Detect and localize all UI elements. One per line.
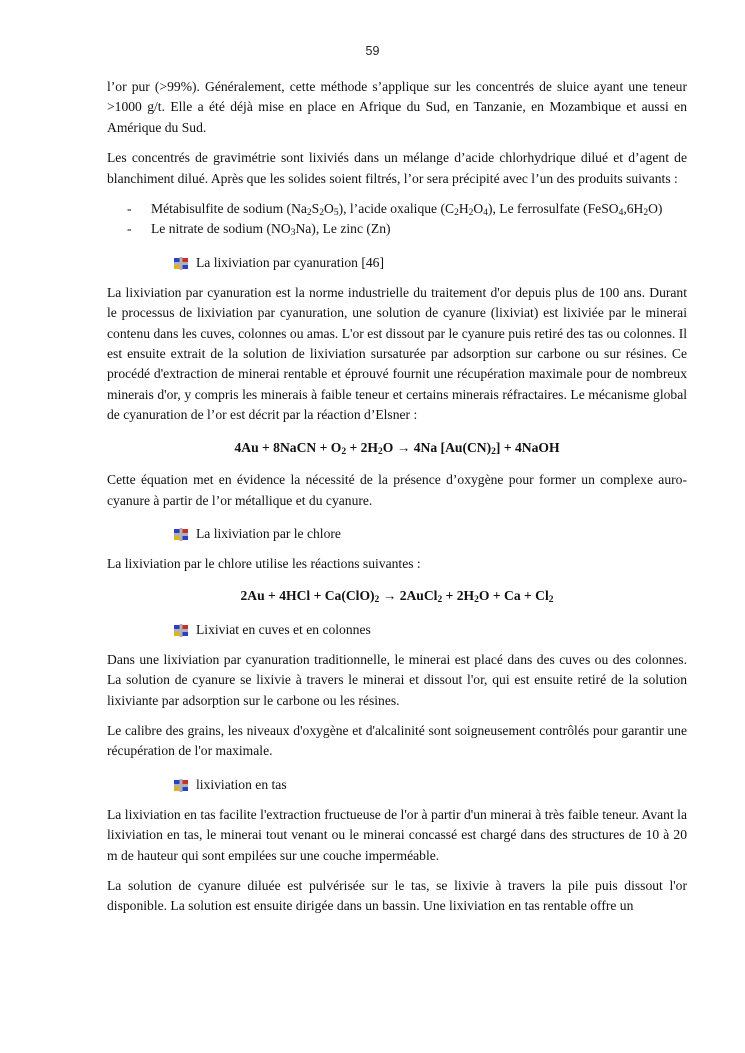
cross-bullet-icon [174,257,188,270]
paragraph-gravimetry: Les concentrés de gravimétrie sont lixiviés dans un mélange d’acide chlorhydrique dilué et d’agent de blanchiment dilué. Après que les solides soient filtrés, l’or sera précipité avec l’un des produits suivants : [107,150,687,186]
heading-label: lixiviation en tas [196,776,287,792]
heading-label: La lixiviation par le chlore [196,525,341,541]
paragraph-sluice: l’or pur (>99%). Généralement, cette méthode s’applique sur les concentrés de sluice ayant une teneur >1000 g/t. Elle a été déjà mise en place en Afrique du Sud, en Tanzanie, en Mozambique et aussi en Amérique du Sud. [107,79,687,135]
heading-label: Lixiviat en cuves et en colonnes [196,621,371,637]
paragraph-chlore: La lixiviation par le chlore utilise les réactions suivantes : [107,555,421,571]
heading-label: La lixiviation par cyanuration [46] [196,254,384,270]
list-dash: - [127,201,132,217]
cross-bullet-icon [174,528,188,541]
page-number: 59 [365,44,380,58]
precipitant-list [107,199,687,240]
list-item: - Métabisulfite de sodium $(Na_2S_2O_5)$, l’acide oxalique $(C_2H_2O_4)$, Le ferrosulfate $(FeSO_4,6H_2O)$ [127,201,663,219]
paragraph-tas: La lixiviation en tas facilite l'extraction fructueuse de l'or à partir d'un minerai à très faible teneur. Avant la lixiviation en tas, le minerai tout venant ou le minerai concassé est chargé dans des structures de 10 à 20 m de hauteur qui sont empilées sur une couche imperméable. [107,806,687,863]
equation-chlore: $2Au + 4HCl + Ca(ClO)_2$ → 2AuCl$_2$ + $2H_2O + Ca + Cl_2$ [240,588,554,606]
cross-bullet-icon [174,624,188,637]
page-content [107,77,687,927]
section-heading-cyanuration [174,253,687,273]
paragraph-calibre: Le calibre des grains, les niveaux d'oxygène et d'alcalinité sont soigneusement contrôlés pour garantir une récupération de l'or maximale. [107,722,687,759]
paragraph-cuves: Dans une lixiviation par cyanuration traditionnelle, le minerai est placé dans des cuves ou des colonnes. La solution de cyanure se lixivie à travers le minerai et dissout l'or, qui est ensuite retiré de la solution lixiviante par adsorption sur le carbone ou les résines. [107,651,687,708]
list-item: - Le nitrate de sodium $(NO_3Na)$, Le zinc (Zn) [127,221,391,239]
section-heading-chlore [174,524,687,544]
paragraph-solution-diluee: La solution de cyanure diluée est pulvérisée sur le tas, se lixivie à travers la pile puis dissout l'or disponible. La solution est ensuite dirigée dans un bassin. Une lixiviation en tas rentable offre un [107,877,687,914]
section-heading-tas [174,775,687,795]
equation-elsner: 4Au + 8NaCN + $O_2 + 2H_2O \to 4Na$ $[Au(CN)_2]$ + 4NaOH [234,439,560,457]
list-dash: - [127,221,132,237]
paragraph-cyanuration: La lixiviation par cyanuration est la norme industrielle du traitement d'or depuis plus de 100 ans. Durant le processus de lixiviation par cyanuration, une solution de cyanure (lixiviat) est lixiviée par le minerai contenu dans les cuves, colonnes ou amas. L'or est dissout par le cyanure puis retiré des tas ou colonnes. Il est ensuite extrait de la solution de lixiviation sursaturée par adsorption sur carbone ou sur résines. Ce procédé d'extraction de minerai rentable et éprouvé fournit une récupération maximale pour de nombreux minerais d'or, y compris les minerais à faible teneur et certains minerais réfractaires. Le mécanisme global de cyanuration de l’or est décrit par la réaction d’Elsner : [107,284,687,423]
section-heading-cuves [174,620,687,640]
paragraph-oxygen: Cette équation met en évidence la nécessité de la présence d’oxygène pour former un complexe auro-cyanure à partir de l’or métallique et du cyanure. [107,472,687,508]
cross-bullet-icon [174,779,188,792]
